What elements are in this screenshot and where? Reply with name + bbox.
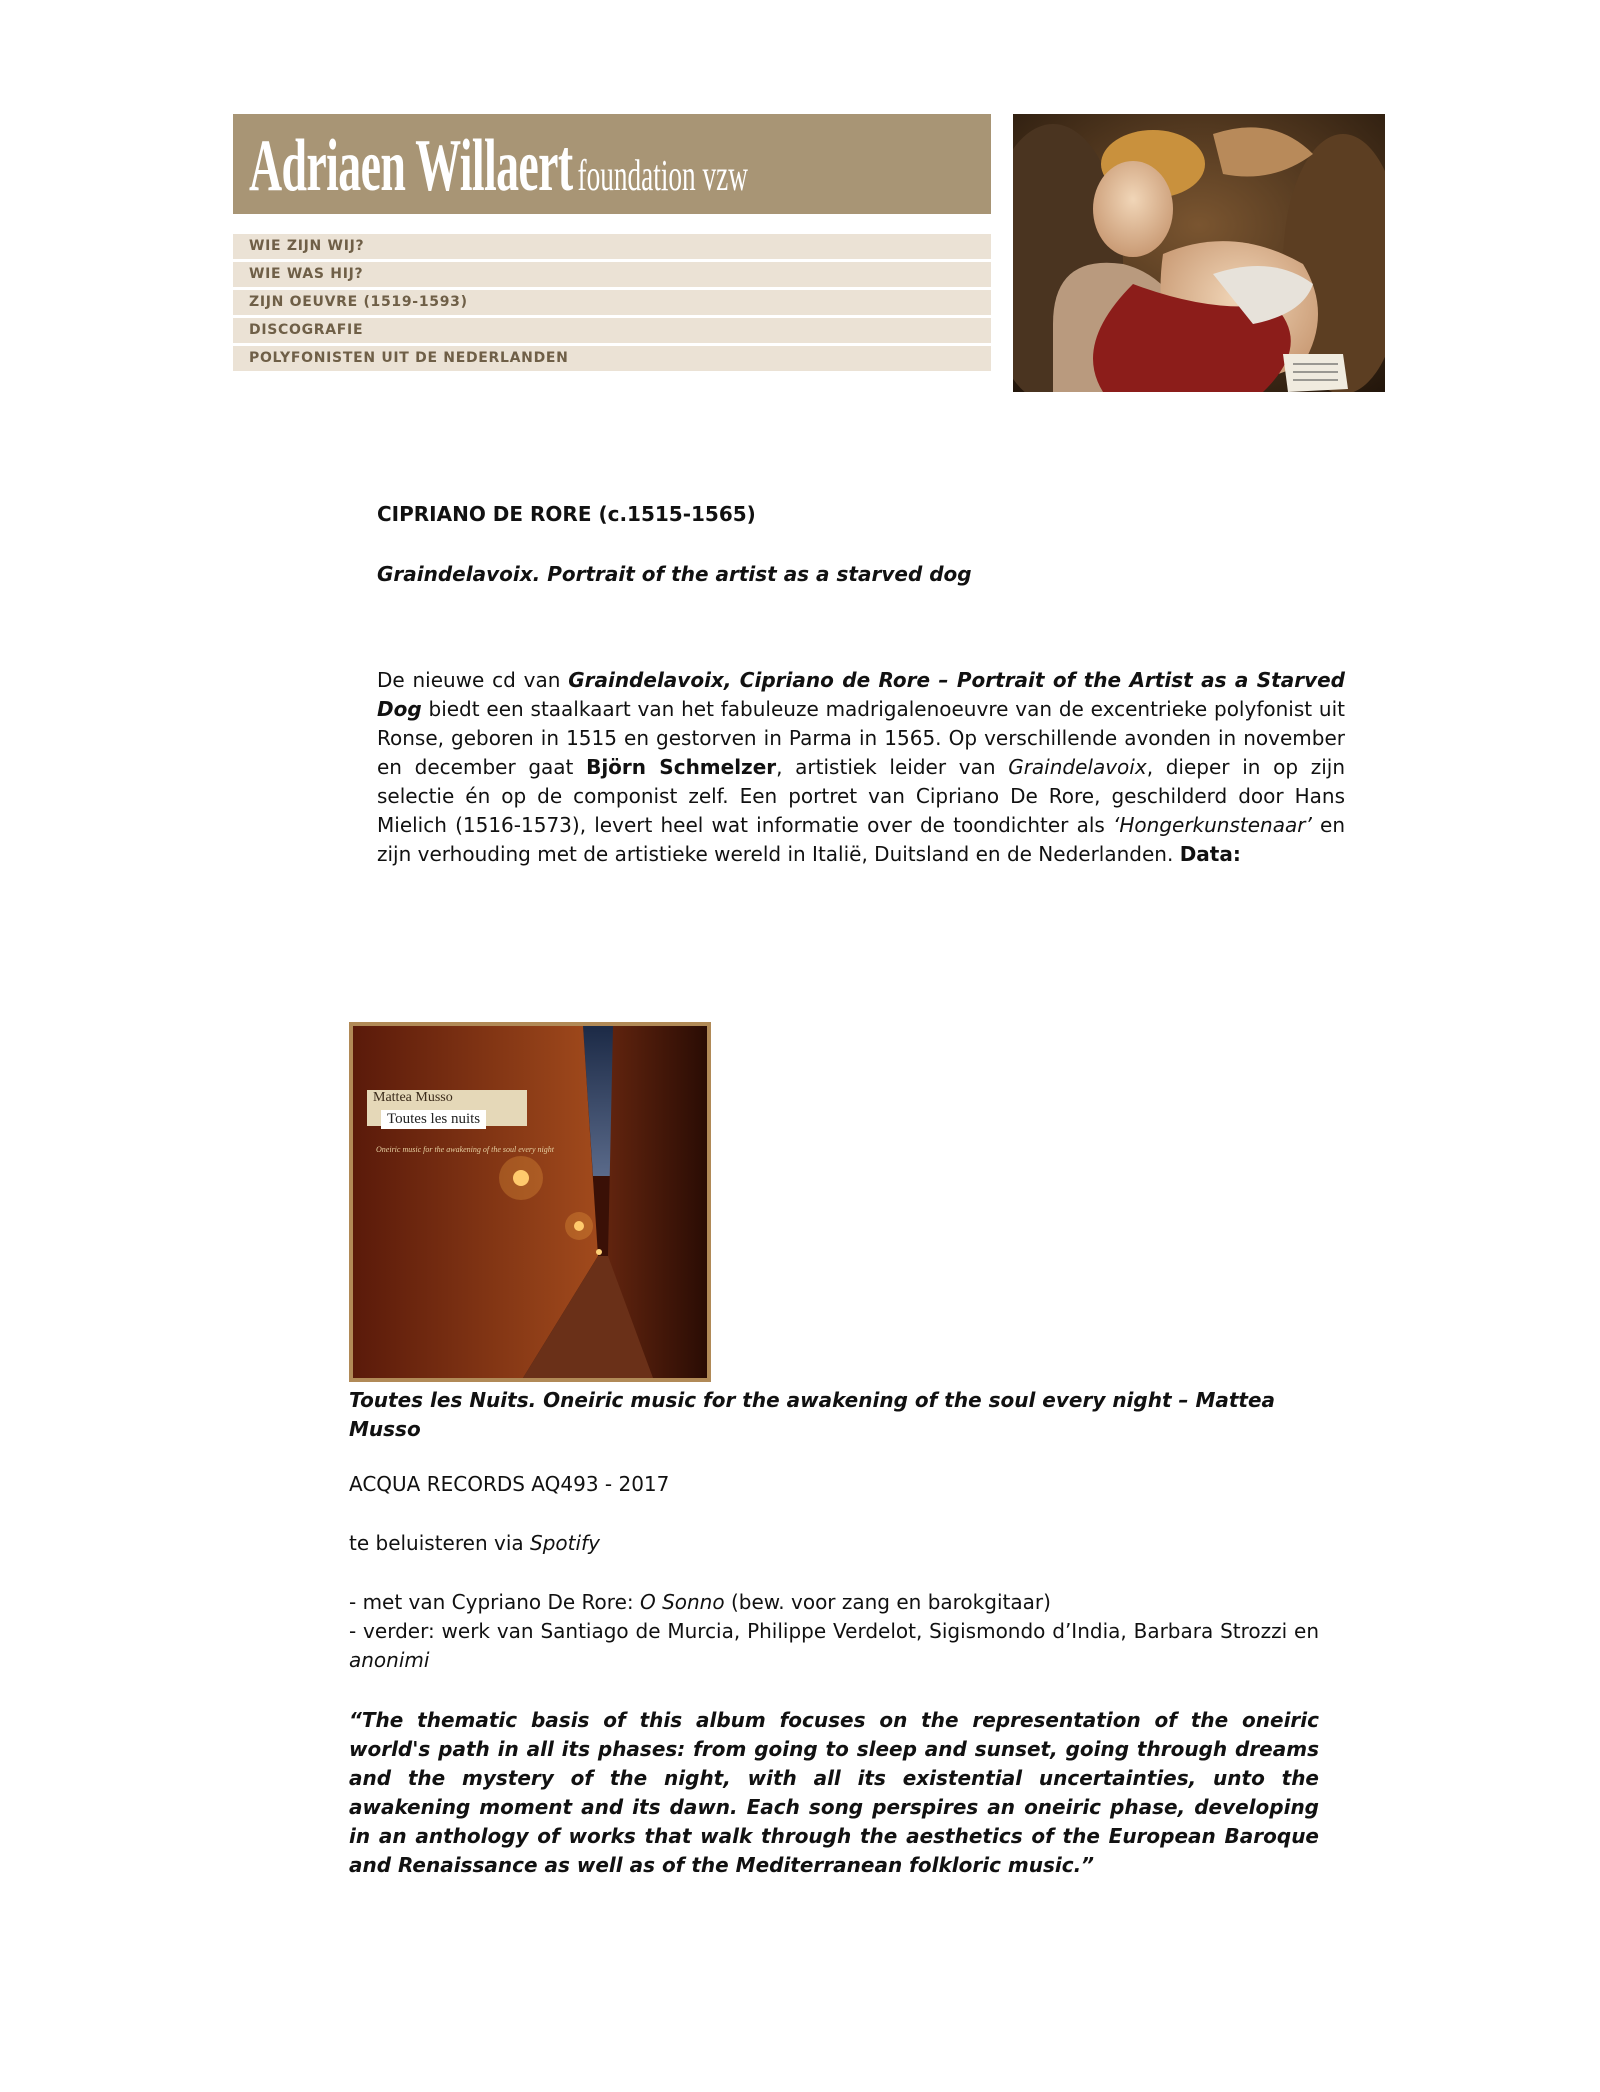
nav-item-polyfonisten[interactable]: POLYFONISTEN UIT DE NEDERLANDEN xyxy=(233,346,991,371)
cover-title: Toutes les nuits xyxy=(381,1110,486,1129)
intro-text: , artistiek leider van xyxy=(776,755,1009,779)
site-logo xyxy=(249,124,748,209)
intro-bold-album: Graindelavoix, Cipriano de Rore – Portrait of the Artist as a Starved Dog xyxy=(377,668,1345,721)
album-label: ACQUA RECORDS AQ493 - 2017 xyxy=(349,1472,670,1496)
details-text: (bew. voor zang en barokgitaar) xyxy=(724,1590,1051,1614)
cover-subline: Oneiric music for the awakening of the soul every night xyxy=(376,1145,554,1154)
main-nav xyxy=(233,234,991,374)
header-painting-image xyxy=(1013,114,1385,392)
intro-text: biedt een staalkaart van het fabuleuze madrigalenoeuvre van de excentrieke polyfonist uit Ronse, geboren in 1515 en gestorven in Parma in 1565. Op verschillende avonden in november en december gaat xyxy=(377,697,1345,779)
site-banner[interactable] xyxy=(233,114,991,214)
details-text: - verder: werk van Santiago de Murcia, Philippe Verdelot, Sigismondo d’India, Barbara Strozzi en xyxy=(349,1619,1319,1643)
nav-item-wie-was-hij[interactable]: WIE WAS HIJ? xyxy=(233,262,991,287)
article-subtitle: Graindelavoix. Portrait of the artist as a starved dog xyxy=(377,562,972,586)
cover-artist: Mattea Musso xyxy=(373,1090,453,1105)
album-quote: “The thematic basis of this album focuses on the representation of the oneiric world's path in all its phases: from going to sleep and sunset, going through dreams and the mystery of the night, with all its existential uncertainties, unto the awakening moment and its dawn. Each song perspires an oneiric phase, developing in an anthology of works that walk through the aesthetics of the European Baroque and Renaissance as well as of the Mediterranean folkloric music.” xyxy=(349,1708,1319,1877)
brand-main: Adriaen Willaert xyxy=(249,125,573,207)
intro-text: en zijn verhouding met de artistieke wereld in Italië, Duitsland en de Nederlanden. xyxy=(377,813,1345,866)
spotify-link[interactable]: Spotify xyxy=(530,1531,600,1555)
nav-item-discografie[interactable]: DISCOGRAFIE xyxy=(233,318,991,343)
article-title: CIPRIANO DE RORE (c.1515-1565) xyxy=(377,502,756,526)
intro-hongerkunstenaar: ‘Hongerkunstenaar’ xyxy=(1113,813,1312,837)
article-intro xyxy=(377,666,1345,869)
album-details xyxy=(349,1588,1319,1675)
details-line-2 xyxy=(349,1617,1319,1675)
nav-item-zijn-oeuvre[interactable]: ZIJN OEUVRE (1519-1593) xyxy=(233,290,991,315)
album-title: Toutes les Nuits. Oneiric music for the awakening of the soul every night – Mattea Musso xyxy=(349,1388,1276,1441)
spotify-line xyxy=(349,1529,1319,1558)
intro-bold-name: Björn Schmelzer xyxy=(586,755,777,779)
intro-text: De nieuwe cd van xyxy=(377,668,569,692)
album-cover-image xyxy=(349,1022,711,1382)
details-work: O Sonno xyxy=(639,1590,725,1614)
details-line-1 xyxy=(349,1588,1319,1617)
intro-text: , dieper in op zijn selectie én op de componist zelf. Een portret van Cipriano De Rore, geschilderd door Hans Mielich (1516-1573), levert heel wat informatie over de toondichter als xyxy=(377,755,1346,837)
intro-ensemble: Graindelavoix xyxy=(1008,755,1147,779)
details-text: - met van Cypriano De Rore: xyxy=(349,1590,640,1614)
album-cover-illustration xyxy=(353,1026,707,1378)
intro-data-label: Data: xyxy=(1179,842,1241,866)
details-anonimi: anonimi xyxy=(349,1648,430,1672)
nav-item-wie-zijn-wij[interactable]: WIE ZIJN WIJ? xyxy=(233,234,991,259)
painting-illustration xyxy=(1013,114,1385,392)
brand-sub: foundation vzw xyxy=(577,151,748,200)
spotify-prefix: te beluisteren via xyxy=(349,1531,530,1555)
